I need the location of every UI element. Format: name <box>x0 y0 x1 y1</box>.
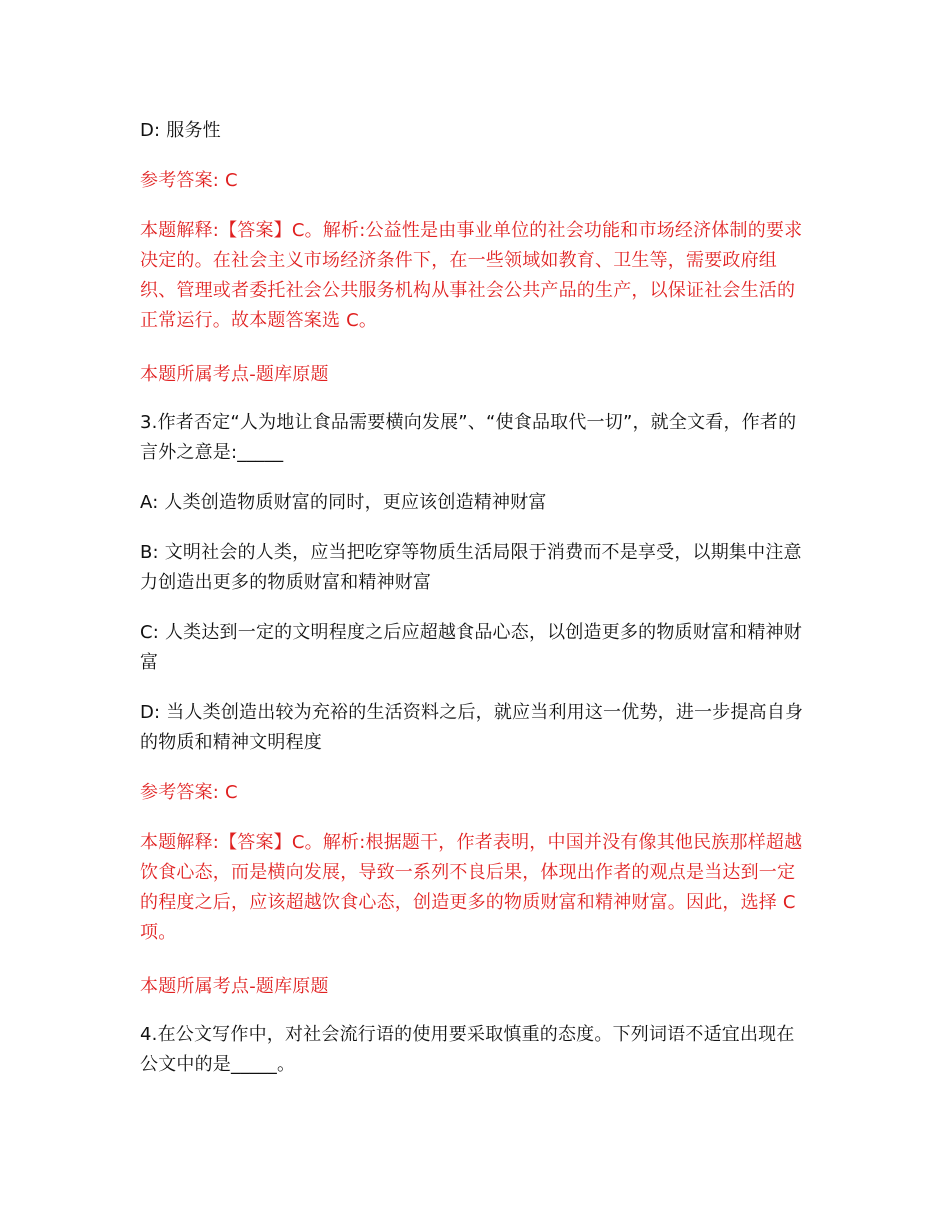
q3-topic: 本题所属考点-题库原题 <box>140 976 329 997</box>
q3-option-b: B: 文明社会的人类，应当把吃穿等物质生活局限于消费而不是享受，以期集中注意力创造出更多的物质财富和精神财富 <box>140 542 802 593</box>
q3-option-a: A: 人类创造物质财富的同时，更应该创造精神财富 <box>140 492 547 513</box>
q4-question: 4.在公文写作中，对社会流行语的使用要采取慎重的态度。下列词语不适宜出现在公文中的是_____。 <box>140 1024 795 1075</box>
q3-explanation: 本题解释:【答案】C。解析:根据题干，作者表明，中国并没有像其他民族那样超越饮食心态，而是横向发展，导致一系列不良后果，体现出作者的观点是当达到一定的程度之后，应该超越饮食心态，创造更多的物质财富和精神财富。因此，选择 C 项。 <box>140 832 803 943</box>
q2-option-d: D: 服务性 <box>140 120 221 141</box>
q3-option-c: C: 人类达到一定的文明程度之后应超越食品心态，以创造更多的物质财富和精神财富 <box>140 622 802 673</box>
q2-explanation: 本题解释:【答案】C。解析:公益性是由事业单位的社会功能和市场经济体制的要求决定的。在社会主义市场经济条件下，在一些领域如教育、卫生等，需要政府组织、管理或者委托社会公共服务机构从事社会公共产品的生产，以保证社会生活的正常运行。故本题答案选 C。 <box>140 220 803 331</box>
q2-answer: 参考答案: C <box>140 170 238 191</box>
q2-topic: 本题所属考点-题库原题 <box>140 364 329 385</box>
q3-option-d: D: 当人类创造出较为充裕的生活资料之后，就应当利用这一优势，进一步提高自身的物质和精神文明程度 <box>140 702 804 753</box>
q3-answer: 参考答案: C <box>140 782 238 803</box>
q3-question: 3.作者否定“人为地让食品需要横向发展”、“使食品取代一切”，就全文看，作者的言外之意是:_____ <box>140 412 797 463</box>
